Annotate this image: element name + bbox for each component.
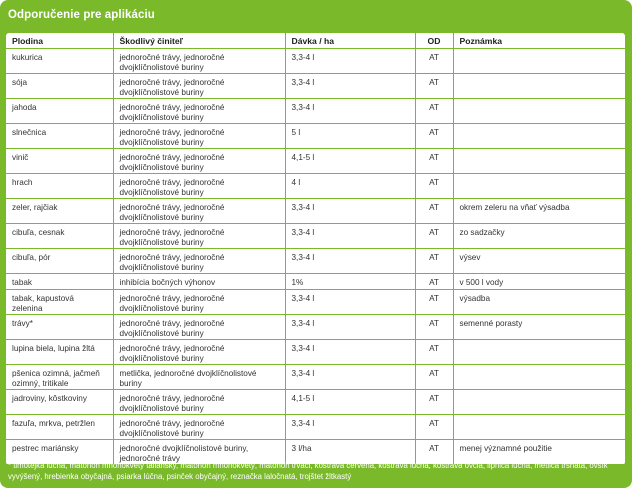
- cell-poznamka: [453, 390, 625, 415]
- cell-plodina: slnečnica: [6, 124, 113, 149]
- cell-cinitel: jednoročné trávy, jednoročné dvojklíčnolistové buriny: [113, 249, 285, 274]
- cell-plodina: vinič: [6, 149, 113, 174]
- cell-plodina: trávy*: [6, 315, 113, 340]
- cell-od: AT: [415, 224, 453, 249]
- cell-poznamka: menej významné použitie: [453, 440, 625, 465]
- table-row: [6, 74, 625, 99]
- cell-cinitel: jednoročné trávy, jednoročné dvojklíčnolistové buriny: [113, 315, 285, 340]
- cell-plodina: tabak, kapustová zelenina: [6, 290, 113, 315]
- cell-plodina: jadroviny, kôstkoviny: [6, 390, 113, 415]
- cell-cinitel: jednoročné trávy, jednoročné dvojklíčnolistové buriny: [113, 74, 285, 99]
- cell-cinitel: jednoročné trávy, jednoročné dvojklíčnolistové buriny: [113, 149, 285, 174]
- cell-davka: 3,3-4 l: [285, 74, 415, 99]
- cell-cinitel: jednoročné trávy, jednoročné dvojklíčnolistové buriny: [113, 174, 285, 199]
- table-header-row: [6, 33, 625, 49]
- cell-davka: 3,3-4 l: [285, 340, 415, 365]
- cell-od: AT: [415, 365, 453, 390]
- cell-poznamka: [453, 174, 625, 199]
- table-row: [6, 315, 625, 340]
- footnote: * timotejka lúčna, mätonoh mnohokvetý taliansky, mätonoh mnohokvetý, mätonoh trváci, kostrava červená, kostrava lúčna, kostrava ovčia, lipnica lúčna, metlica trsnatá, ovsík vyvýšený, hrebienka obyčajná, psiarka lúčna, psinček obyčajný, reznačka laločnatá, trojštet žltkastý: [8, 461, 608, 481]
- table-row: [6, 390, 625, 415]
- cell-davka: 4,1-5 l: [285, 149, 415, 174]
- cell-davka: 5 l: [285, 124, 415, 149]
- cell-od: AT: [415, 249, 453, 274]
- cell-poznamka: v 500 l vody: [453, 274, 625, 290]
- cell-od: AT: [415, 99, 453, 124]
- cell-cinitel: jednoročné trávy, jednoročné dvojklíčnolistové buriny: [113, 124, 285, 149]
- cell-od: AT: [415, 124, 453, 149]
- cell-davka: 3,3-4 l: [285, 315, 415, 340]
- cell-poznamka: [453, 74, 625, 99]
- cell-od: AT: [415, 199, 453, 224]
- cell-cinitel: jednoročné trávy, jednoročné dvojklíčnolistové buriny: [113, 49, 285, 74]
- table-row: [6, 49, 625, 74]
- cell-plodina: hrach: [6, 174, 113, 199]
- cell-davka: 3,3-4 l: [285, 224, 415, 249]
- cell-davka: 3,3-4 l: [285, 365, 415, 390]
- column-header-plodina: Plodina: [6, 33, 113, 49]
- cell-plodina: pestrec mariánsky: [6, 440, 113, 465]
- cell-poznamka: semenné porasty: [453, 315, 625, 340]
- cell-cinitel: jednoročné trávy, jednoročné dvojklíčnolistové buriny: [113, 199, 285, 224]
- table-row: [6, 99, 625, 124]
- cell-od: AT: [415, 149, 453, 174]
- cell-cinitel: inhibícia bočných výhonov: [113, 274, 285, 290]
- cell-davka: 4,1-5 l: [285, 390, 415, 415]
- cell-davka: 3,3-4 l: [285, 249, 415, 274]
- cell-od: AT: [415, 315, 453, 340]
- cell-od: AT: [415, 340, 453, 365]
- application-table-wrapper: [6, 33, 625, 465]
- cell-poznamka: okrem zeleru na vňať výsadba: [453, 199, 625, 224]
- cell-poznamka: [453, 124, 625, 149]
- cell-plodina: kukurica: [6, 49, 113, 74]
- cell-plodina: lupina biela, lupina žltá: [6, 340, 113, 365]
- cell-od: AT: [415, 49, 453, 74]
- cell-davka: 3,3-4 l: [285, 290, 415, 315]
- cell-davka: 3,3-4 l: [285, 99, 415, 124]
- cell-cinitel: jednoročné dvojklíčnolistové buriny, jednoročné trávy: [113, 440, 285, 465]
- cell-cinitel: jednoročné trávy, jednoročné dvojklíčnolistové buriny: [113, 340, 285, 365]
- column-header-cinitel: Škodlivý činiteľ: [113, 33, 285, 49]
- cell-plodina: cibuľa, pór: [6, 249, 113, 274]
- cell-plodina: cibuľa, cesnak: [6, 224, 113, 249]
- column-header-od: OD: [415, 33, 453, 49]
- cell-plodina: tabak: [6, 274, 113, 290]
- table-row: [6, 274, 625, 290]
- cell-plodina: zeler, rajčiak: [6, 199, 113, 224]
- table-row: [6, 249, 625, 274]
- cell-poznamka: výsev: [453, 249, 625, 274]
- cell-cinitel: jednoročné trávy, jednoročné dvojklíčnolistové buriny: [113, 390, 285, 415]
- cell-od: AT: [415, 390, 453, 415]
- table-row: [6, 224, 625, 249]
- cell-plodina: sója: [6, 74, 113, 99]
- cell-plodina: fazuľa, mrkva, petržlen: [6, 415, 113, 440]
- table-row: [6, 365, 625, 390]
- cell-poznamka: [453, 415, 625, 440]
- cell-davka: 3,3-4 l: [285, 199, 415, 224]
- cell-davka: 4 l: [285, 174, 415, 199]
- table-row: [6, 124, 625, 149]
- table-row: [6, 149, 625, 174]
- cell-od: AT: [415, 74, 453, 99]
- cell-plodina: pšenica ozimná, jačmeň ozimný, tritikale: [6, 365, 113, 390]
- cell-davka: 3 l/ha: [285, 440, 415, 465]
- cell-poznamka: [453, 365, 625, 390]
- card-title: Odporučenie pre aplikáciu: [8, 9, 155, 21]
- cell-od: AT: [415, 290, 453, 315]
- cell-cinitel: jednoročné trávy, jednoročné dvojklíčnolistové buriny: [113, 415, 285, 440]
- cell-davka: 3,3-4 l: [285, 415, 415, 440]
- cell-davka: 3,3-4 l: [285, 49, 415, 74]
- cell-cinitel: jednoročné trávy, jednoročné dvojklíčnolistové buriny: [113, 99, 285, 124]
- cell-plodina: jahoda: [6, 99, 113, 124]
- cell-cinitel: metlička, jednoročné dvojklíčnolistové buriny: [113, 365, 285, 390]
- table-row: [6, 415, 625, 440]
- cell-poznamka: [453, 99, 625, 124]
- table-row: [6, 199, 625, 224]
- table-row: [6, 174, 625, 199]
- cell-cinitel: jednoročné trávy, jednoročné dvojklíčnolistové buriny: [113, 224, 285, 249]
- table-row: [6, 340, 625, 365]
- cell-od: AT: [415, 274, 453, 290]
- cell-davka: 1%: [285, 274, 415, 290]
- cell-cinitel: jednoročné trávy, jednoročné dvojklíčnolistové buriny: [113, 290, 285, 315]
- cell-poznamka: výsadba: [453, 290, 625, 315]
- column-header-poznamka: Poznámka: [453, 33, 625, 49]
- table-row: [6, 290, 625, 315]
- cell-od: AT: [415, 415, 453, 440]
- cell-poznamka: zo sadzačky: [453, 224, 625, 249]
- cell-poznamka: [453, 149, 625, 174]
- cell-od: AT: [415, 174, 453, 199]
- cell-poznamka: [453, 49, 625, 74]
- cell-poznamka: [453, 340, 625, 365]
- cell-od: AT: [415, 440, 453, 465]
- application-table: [6, 33, 625, 465]
- column-header-davka: Dávka / ha: [285, 33, 415, 49]
